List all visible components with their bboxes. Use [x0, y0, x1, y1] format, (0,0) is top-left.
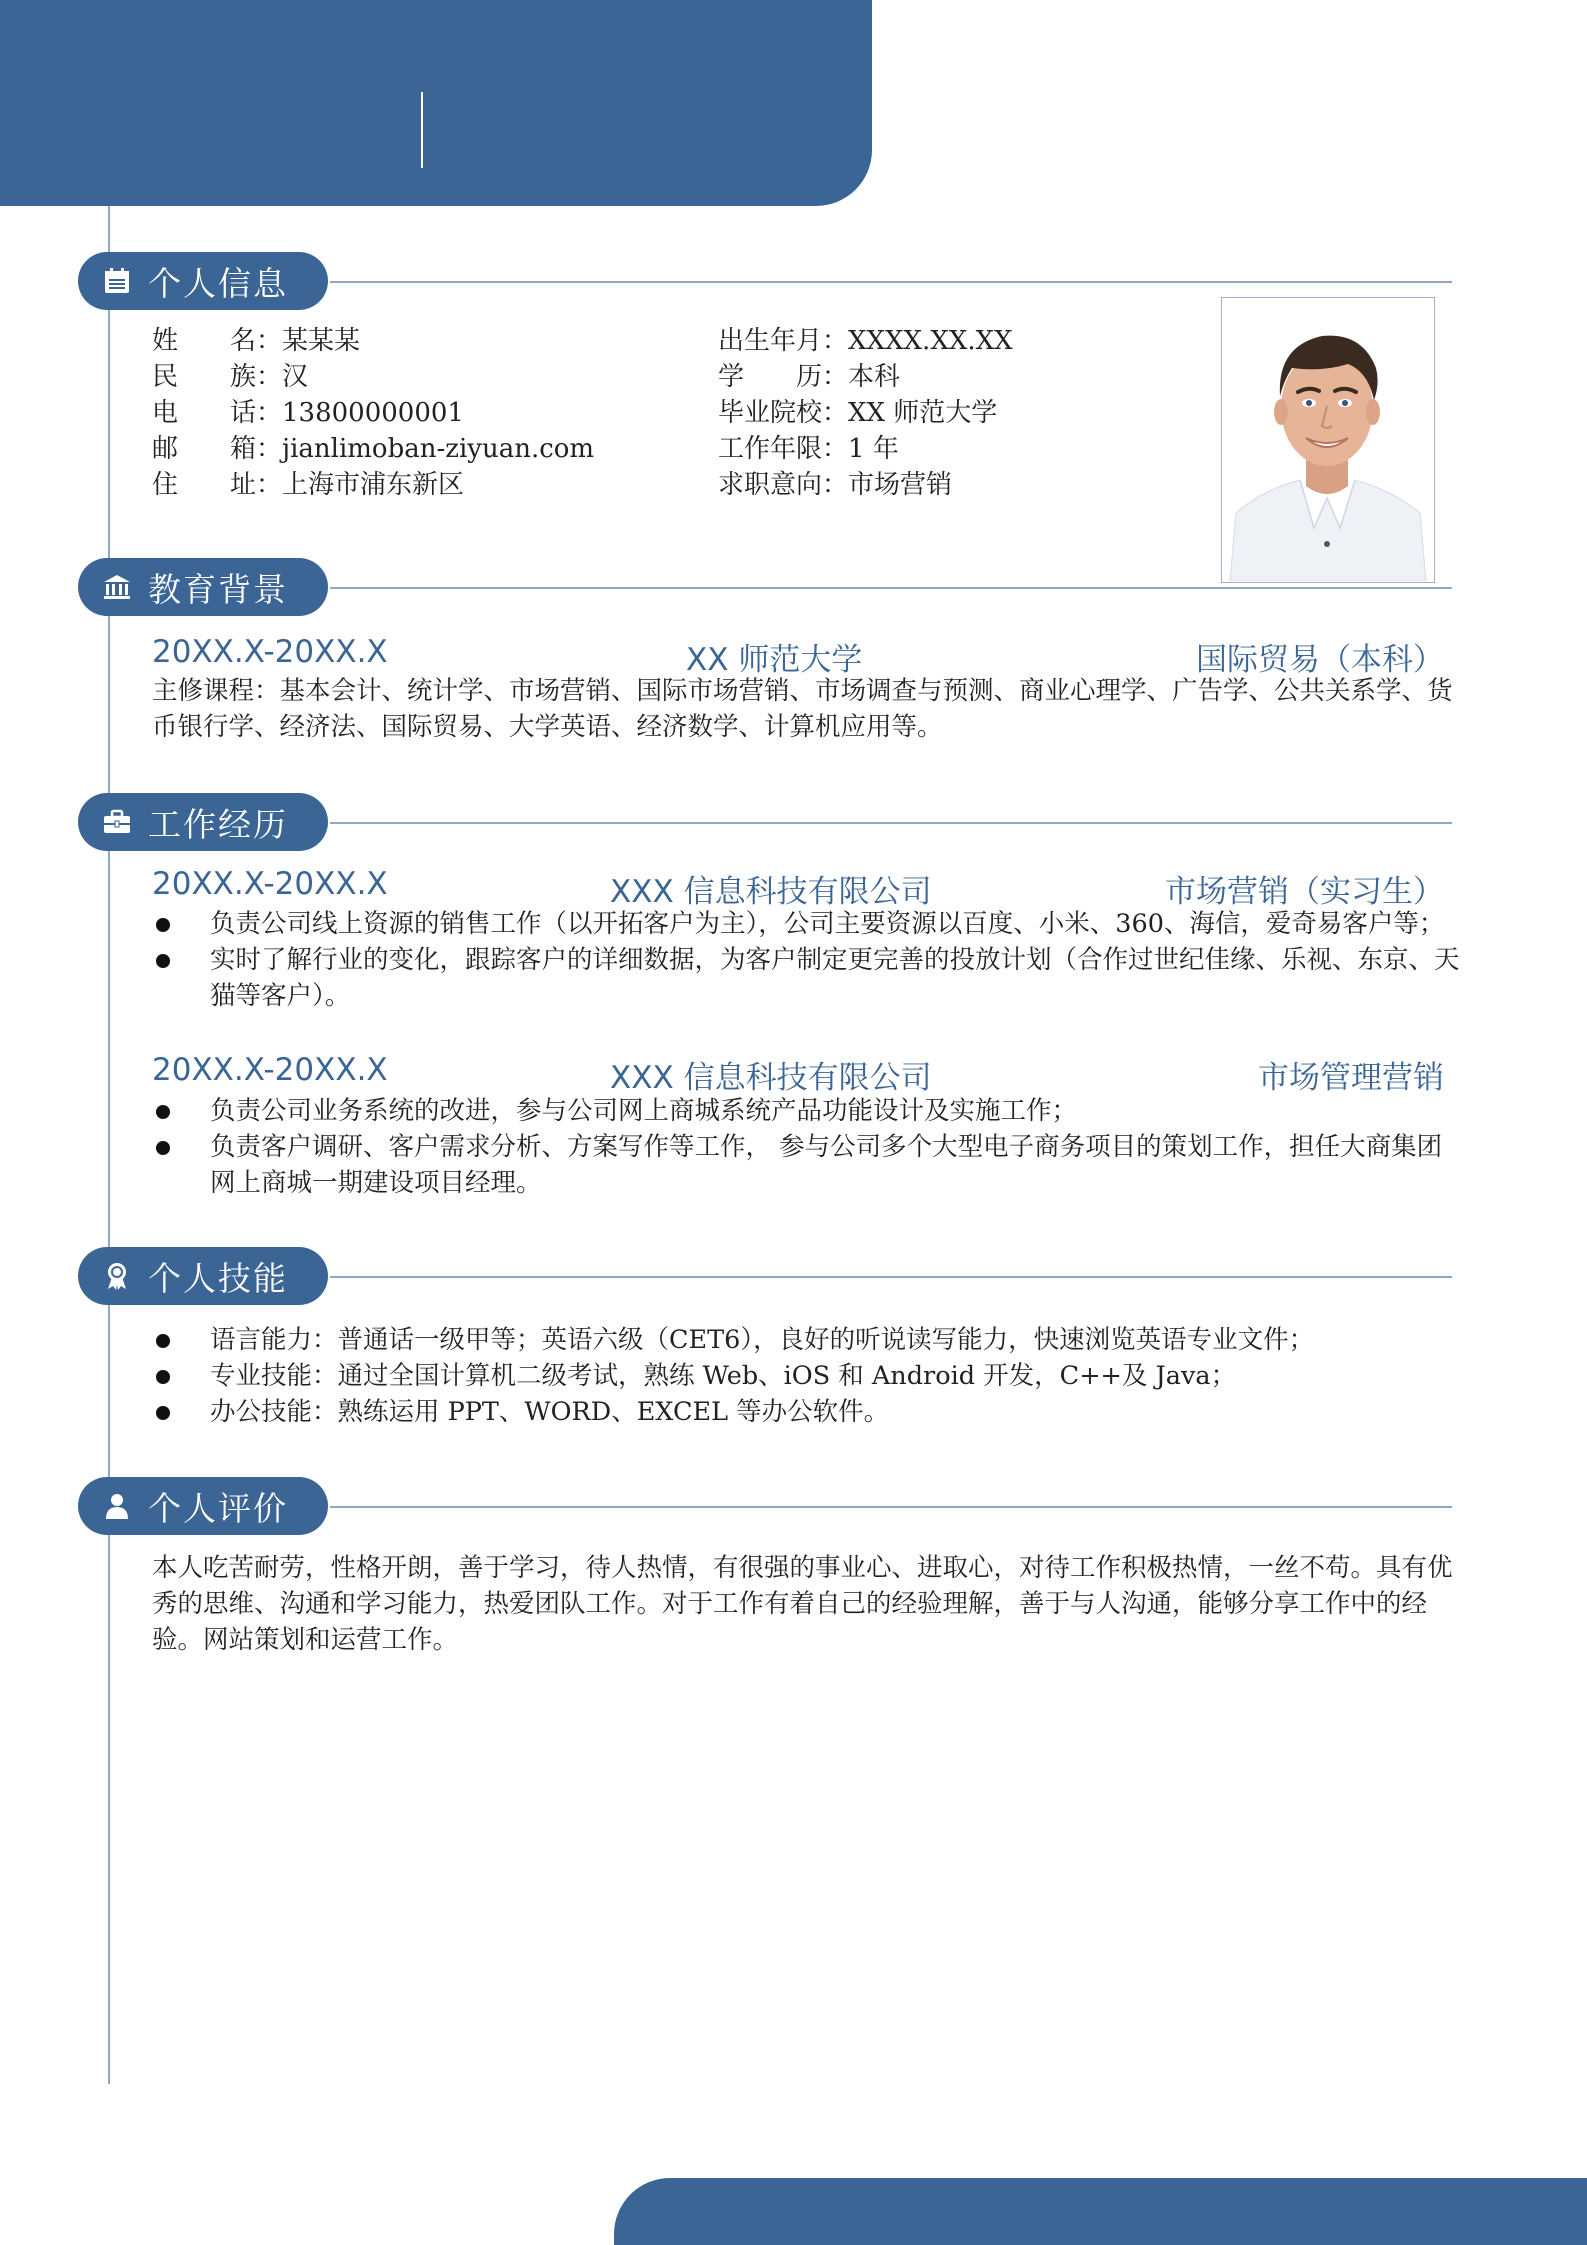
- info-row-years: 工作年限：1 年: [718, 434, 899, 464]
- work-bullets: [152, 1093, 1462, 1201]
- list-item: 办公技能：熟练运用 PPT、WORD、EXCEL 等办公软件。: [152, 1394, 1462, 1430]
- info-row-address: 住 址：上海市浦东新区: [152, 470, 465, 500]
- footer-banner: [614, 2178, 1587, 2245]
- info-value: 汉: [282, 362, 309, 392]
- self-evaluation-text: 本人吃苦耐劳，性格开朗，善于学习，待人热情，有很强的事业心、进取心，对待工作积极热情，一丝不苟。具有优秀的思维、沟通和学习能力，热爱团队工作。对于工作有着自己的经验理解，善于与人沟通，能够分享工作中的经验。网站策划和运营工作。: [152, 1553, 1453, 1655]
- work-period: 20XX.X-20XX.X: [152, 866, 388, 902]
- info-value: jianlimoban-ziyuan.com: [282, 434, 595, 464]
- section-divider: [330, 1506, 1452, 1508]
- section-header-skills: [78, 1247, 328, 1305]
- info-row-birth: 出生年月：XXXX.XX.XX: [718, 326, 1013, 356]
- timeline-line: [108, 206, 110, 2084]
- work-company: XXX 信息科技有限公司: [610, 874, 932, 910]
- work-role: 市场管理营销: [1258, 1060, 1444, 1096]
- education-major: 国际贸易（本科）: [1196, 642, 1444, 678]
- info-row-email: 邮 箱：jianlimoban-ziyuan.com: [152, 434, 595, 464]
- info-value: 本科: [848, 362, 901, 392]
- education-school: XX 师范大学: [686, 642, 863, 678]
- section-header-work: [78, 793, 328, 851]
- work-entry-header: [152, 1052, 1452, 1096]
- list-item: 语言能力：普通话一级甲等；英语六级（CET6），良好的听说读写能力，快速浏览英语专业文件；: [152, 1322, 1462, 1358]
- info-row-degree: 学 历：本科: [718, 362, 901, 392]
- section-header-personal: [78, 252, 328, 310]
- info-value: XX 师范大学: [848, 398, 998, 428]
- info-value: 13800000001: [282, 398, 464, 428]
- info-value: 某某某: [282, 326, 361, 356]
- bullet-icon: [156, 954, 170, 968]
- list-item: 专业技能：通过全国计算机二级考试，熟练 Web、iOS 和 Android 开发，C++及 Java；: [152, 1358, 1462, 1394]
- header-banner: [0, 0, 872, 206]
- bullet-icon: [156, 918, 170, 932]
- personal-info-left: [152, 323, 594, 503]
- work-period: 20XX.X-20XX.X: [152, 1052, 388, 1088]
- list-item: 负责客户调研、客户需求分析、方案写作等工作， 参与公司多个大型电子商务项目的策划工作，担任大商集团网上商城一期建设项目经理。: [152, 1129, 1462, 1201]
- section-divider: [330, 587, 1452, 589]
- section-title: 个人信息: [148, 263, 288, 303]
- work-entry-header: [152, 866, 1452, 910]
- briefcase-icon: [100, 805, 134, 839]
- bullet-icon: [156, 1141, 170, 1155]
- section-header-evaluation: [78, 1477, 328, 1535]
- section-title: 个人评价: [148, 1488, 288, 1528]
- section-title: 工作经历: [148, 804, 288, 844]
- profile-photo: [1221, 297, 1435, 583]
- work-bullets: [152, 906, 1462, 1014]
- info-value: XXXX.XX.XX: [848, 326, 1013, 356]
- list-item: 负责公司业务系统的改进，参与公司网上商城系统产品功能设计及实施工作；: [152, 1093, 1462, 1129]
- bullet-icon: [156, 1105, 170, 1119]
- info-value: 市场营销: [848, 470, 953, 500]
- person-icon: [100, 1489, 134, 1523]
- section-divider: [330, 281, 1452, 283]
- bullet-icon: [156, 1334, 170, 1348]
- info-value: 1 年: [848, 434, 899, 464]
- education-period: 20XX.X-20XX.X: [152, 634, 388, 670]
- header-divider: [421, 92, 423, 168]
- section-divider: [330, 822, 1452, 824]
- info-row-phone: 电 话：13800000001: [152, 398, 464, 428]
- skills-list: [152, 1322, 1462, 1430]
- section-title: 教育背景: [148, 569, 288, 609]
- list-item: 实时了解行业的变化，跟踪客户的详细数据，为客户制定更完善的投放计划（合作过世纪佳缘、乐视、东京、天猫等客户）。: [152, 942, 1462, 1014]
- bullet-icon: [156, 1370, 170, 1384]
- bullet-icon: [156, 1406, 170, 1420]
- section-header-education: [78, 558, 328, 616]
- education-courses: 主修课程：基本会计、统计学、市场营销、国际市场营销、市场调查与预测、商业心理学、广告学、公共关系学、货币银行学、经济法、国际贸易、大学英语、经济数学、计算机应用等。: [152, 676, 1453, 742]
- award-icon: [100, 1259, 134, 1293]
- section-divider: [330, 1276, 1452, 1278]
- info-row-school: 毕业院校：XX 师范大学: [718, 398, 998, 428]
- work-company: XXX 信息科技有限公司: [610, 1060, 932, 1096]
- info-value: 上海市浦东新区: [282, 470, 465, 500]
- work-role: 市场营销（实习生）: [1165, 874, 1444, 910]
- info-row-ethnicity: 民 族：汉: [152, 362, 309, 392]
- section-title: 个人技能: [148, 1258, 288, 1298]
- info-row-name: 姓 名：某某某: [152, 326, 361, 356]
- calendar-icon: [100, 264, 134, 298]
- bank-icon: [100, 570, 134, 604]
- personal-info-right: [718, 323, 1013, 503]
- education-entry-header: [152, 634, 1452, 678]
- list-item: 负责公司线上资源的销售工作（以开拓客户为主），公司主要资源以百度、小米、360、海信，爱奇易客户等；: [152, 906, 1462, 942]
- info-row-objective: 求职意向：市场营销: [718, 470, 953, 500]
